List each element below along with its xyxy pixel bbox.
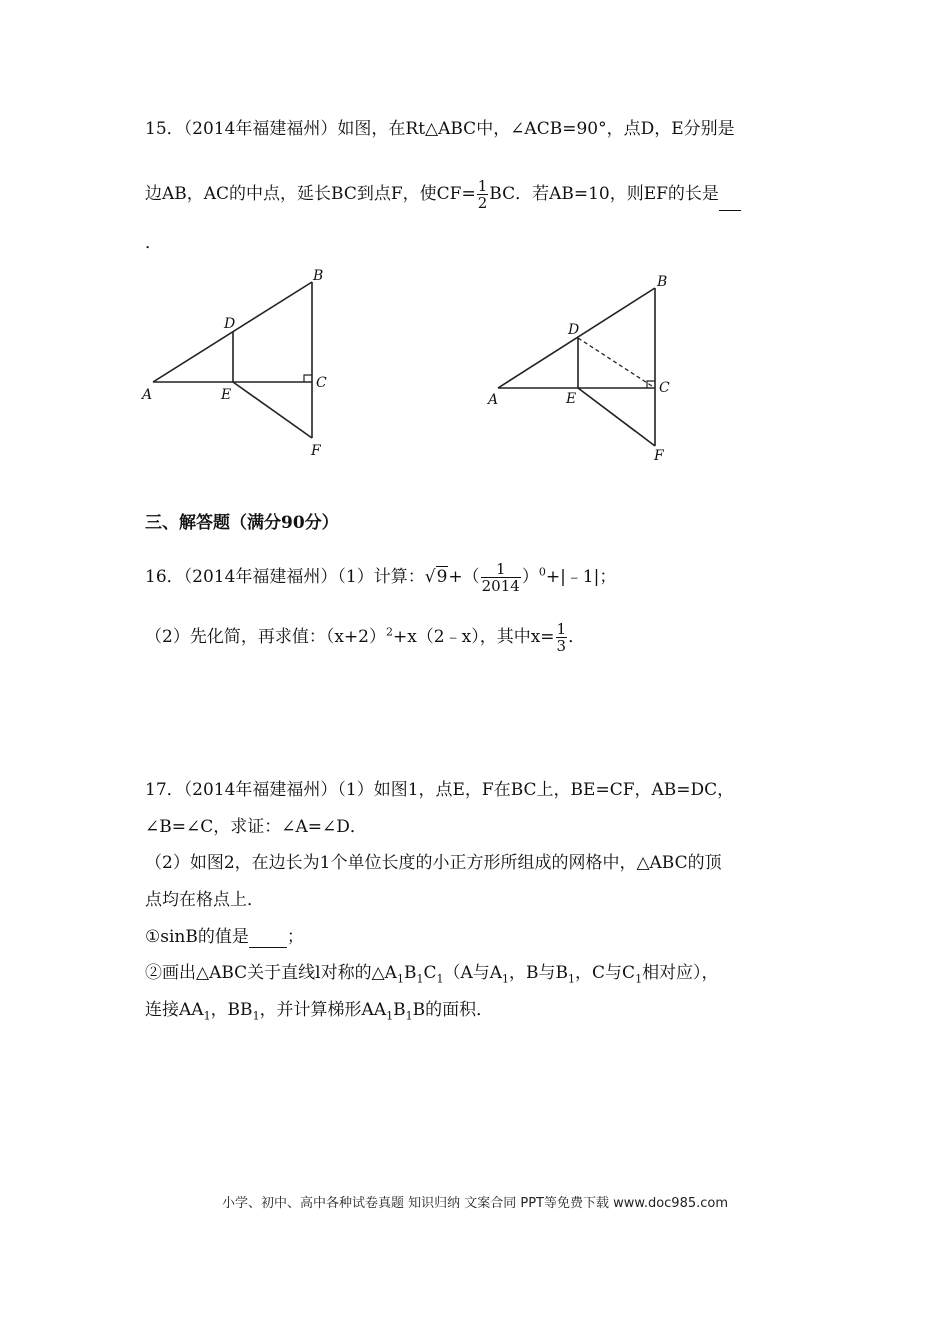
- fig2-right-angle-mark: [647, 381, 655, 388]
- q17-line2: ∠B=∠C，求证：∠A=∠D．: [145, 817, 367, 837]
- q15-line1: 15．（2014年福建福州）如图，在Rt△ABC中，∠ACB=90°，点D，E分别是: [145, 119, 735, 139]
- q17-l7-p2: ，BB: [210, 1000, 253, 1020]
- q16-line1-text-c: ）: [521, 567, 539, 587]
- fig2-segment-ef: [578, 388, 655, 446]
- q16-line1-text-d: +|﹣1|；: [545, 567, 617, 587]
- q17-line1: 17．（2014年福建福州）（1）如图1，点E，F在BC上，BE=CF，AB=DC，: [145, 780, 735, 800]
- q17-l6-s4: 1: [502, 972, 510, 986]
- q16-line1-text-a: 16．（2014年福建福州）（1）计算：: [145, 567, 425, 587]
- fig1-label-a: A: [142, 387, 153, 403]
- q17-l6-p2: B: [403, 963, 417, 983]
- q16-line2-text-a: （2）先化简，再求值：（x+2）: [145, 627, 386, 647]
- q17-l6-s5: 1: [568, 972, 576, 986]
- q17-line3: （2）如图2，在边长为1个单位长度的小正方形所组成的网格中，△ABC的顶: [145, 853, 722, 873]
- q16-line2-text-b: +x（2﹣x），其中x=: [392, 627, 555, 647]
- q17-l7-s2: 1: [252, 1009, 260, 1023]
- q17-l6-s3: 1: [436, 972, 444, 986]
- q17-line5-text-b: ；: [286, 927, 304, 947]
- q16-exponent-2: 2: [385, 625, 393, 639]
- q17-answer-blank: [249, 929, 287, 948]
- q16-line1: [145, 561, 616, 594]
- q17-l6-p7: 相对应），: [642, 963, 719, 983]
- fig1-right-angle-mark: [304, 375, 312, 382]
- figure-1: [130, 262, 350, 462]
- sqrt-symbol: √9: [424, 567, 448, 587]
- fig1-segment-ef: [233, 382, 312, 438]
- q17-l7-p3: ，并计算梯形AA: [259, 1000, 387, 1020]
- q17-l7-s4: 1: [405, 1009, 413, 1023]
- fig2-label-d: D: [568, 322, 580, 338]
- q16-fraction-2-denominator: 3: [556, 637, 567, 655]
- q17-line5: [145, 926, 304, 948]
- fig2-label-e: E: [566, 391, 577, 407]
- fig2-label-b: B: [657, 274, 668, 290]
- q17-l6-s1: 1: [396, 972, 404, 986]
- q17-l6-p3: C: [423, 963, 437, 983]
- q15-fraction-denominator: 2: [477, 194, 488, 212]
- q17-line4: 点均在格点上．: [145, 890, 264, 910]
- fig1-label-d: D: [224, 316, 236, 332]
- q15-line2-text-b: BC．若AB=10，则EF的长是: [489, 184, 719, 204]
- fig1-label-b: B: [313, 268, 324, 284]
- q15-fraction: [477, 178, 489, 211]
- q17-l6-p1: ②画出△ABC关于直线l对称的△A: [145, 963, 397, 983]
- q17-l6-p6: ，C与C: [575, 963, 636, 983]
- q16-fraction-2: [556, 621, 568, 654]
- fig2-label-a: A: [488, 392, 499, 408]
- q17-l7-p1: 连接AA: [145, 1000, 204, 1020]
- q17-l6-s6: 1: [635, 972, 643, 986]
- figure-2: [478, 268, 698, 468]
- q17-line5-text-a: ①sinB的值是: [145, 927, 249, 947]
- page-footer: 小学、初中、高中各种试卷真题 知识归纳 文案合同 PPT等免费下载 www.doc985.com: [221, 1196, 729, 1211]
- q17-l7-s3: 1: [386, 1009, 394, 1023]
- fig2-label-c: C: [659, 380, 670, 396]
- q16-fraction-2-numerator: 1: [556, 620, 567, 638]
- section-3-heading: 三、解答题（满分90分）: [145, 513, 339, 533]
- fig2-dashed-dc: [578, 338, 655, 388]
- q17-l7-s1: 1: [203, 1009, 211, 1023]
- q15-line2: [145, 178, 741, 211]
- q17-l7-p5: B的面积．: [412, 1000, 494, 1020]
- q16-fraction: [481, 561, 521, 594]
- sqrt-argument: 9: [436, 567, 448, 587]
- q17-line7: [145, 999, 493, 1021]
- q15-line3: ．: [145, 233, 162, 253]
- q16-exponent: 0: [538, 565, 546, 579]
- fig1-label-f: F: [311, 443, 321, 459]
- q17-l6-s2: 1: [416, 972, 424, 986]
- q17-l6-p4: （A与A: [443, 963, 503, 983]
- q16-line2: [145, 621, 585, 654]
- q17-line6: [145, 962, 719, 984]
- q17-l6-p5: ，B与B: [509, 963, 569, 983]
- q15-fraction-numerator: 1: [477, 177, 488, 195]
- q16-fraction-numerator: 1: [481, 561, 521, 578]
- q15-answer-blank: [719, 192, 741, 211]
- q16-line2-text-c: ．: [568, 627, 586, 647]
- q17-l7-p4: B: [393, 1000, 406, 1020]
- fig2-label-f: F: [654, 448, 664, 464]
- fig1-label-e: E: [221, 387, 232, 403]
- q16-line1-text-b: +（: [448, 567, 480, 587]
- q16-fraction-denominator: 2014: [481, 577, 520, 595]
- fig1-label-c: C: [316, 375, 327, 391]
- q15-line2-text-a: 边AB，AC的中点，延长BC到点F，使CF=: [145, 184, 476, 204]
